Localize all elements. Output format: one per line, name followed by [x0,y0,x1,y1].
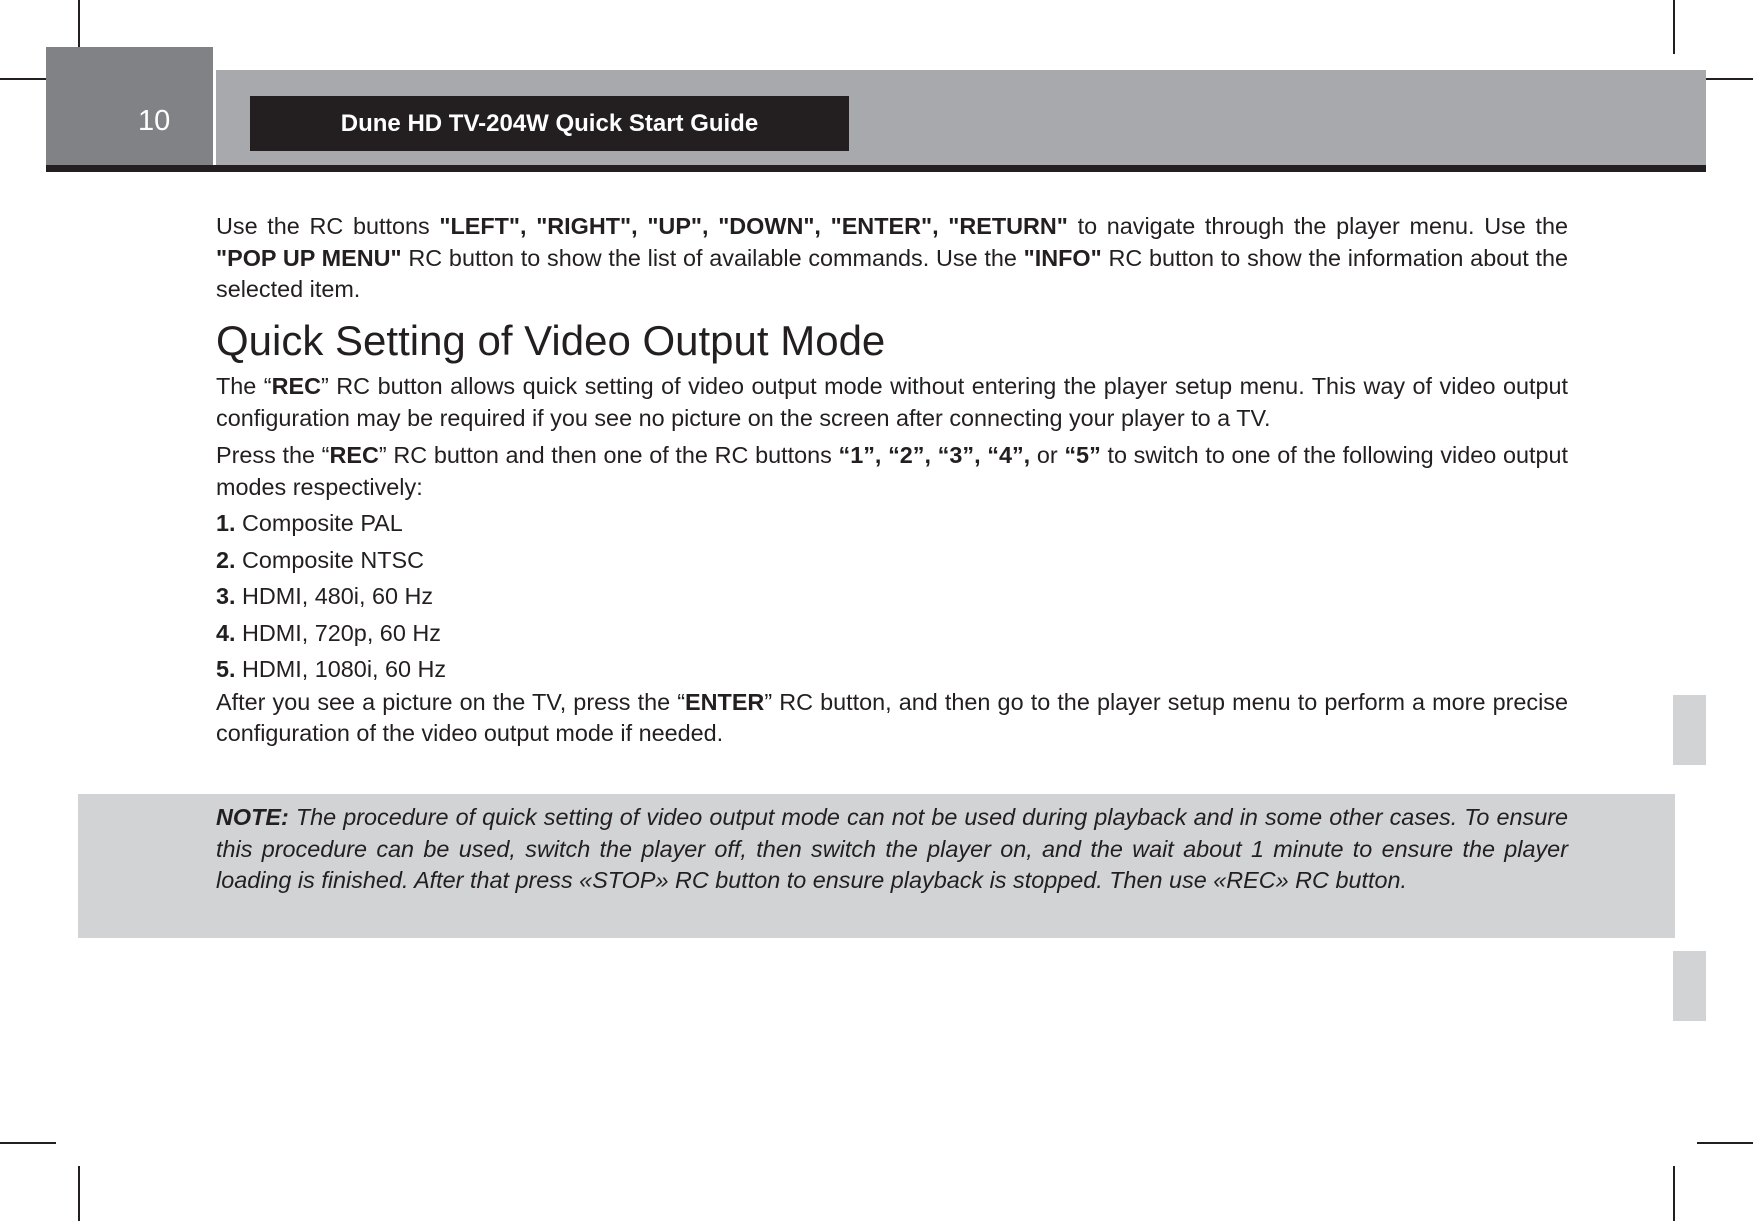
mode-number: 3. [216,583,236,609]
text-run: RC button to show the list of available commands. Use the [401,244,1024,271]
bold-run: ENTER [685,688,765,715]
mode-number: 1. [216,510,236,536]
bold-run: "LEFT", "RIGHT", "UP", "DOWN", "ENTER", "RETURN" [439,213,1068,239]
text-run: to switch to one of the following video output modes respectively: [216,442,1568,500]
page-number-box [46,47,216,165]
intro-block [216,211,1568,306]
mode-number: 5. [216,656,236,682]
text-run: ” RC button, and then go to the player setup menu to perform a more precise configuration of the video output mode if needed. [216,688,1568,746]
text-run: or [1030,442,1065,468]
text-run: to navigate through the player menu. Use the [1067,213,1568,239]
mode-label: Composite PAL [235,510,403,536]
bold-run: “1”, “2”, “3”, “4”, [838,442,1031,468]
rec-usage-paragraph [216,440,1568,503]
mode-number: 4. [216,619,236,646]
intro-paragraph [216,211,1568,306]
text-run: Use the RC buttons [216,213,440,239]
crop-mark [1697,1142,1753,1144]
crop-mark [1673,0,1675,54]
mode-list-item [216,545,1568,577]
text-run: ” RC button and then one of the RC buttons [378,442,839,468]
mode-number: 2. [216,546,236,573]
header-rule [46,165,1706,172]
rec-description-paragraph [216,371,1568,434]
mode-label: HDMI, 720p, 60 Hz [235,619,441,646]
side-thumb-tab [1673,695,1706,765]
section-heading-block [216,317,1568,364]
bold-run: "POP UP MENU" [216,244,402,271]
document-title: Dune HD TV-204W Quick Start Guide [250,96,849,151]
section-heading: Quick Setting of Video Output Mode [216,317,886,364]
crop-mark [78,0,80,54]
header-divider [213,47,216,165]
note-label: NOTE: [216,804,289,830]
mode-list-item [216,508,1568,540]
bold-run: “5” [1064,442,1101,468]
mode-label: HDMI, 1080i, 60 Hz [235,656,447,682]
side-thumb-tab [1673,951,1706,1021]
crop-mark [78,1166,80,1221]
text-run: ” RC button allows quick setting of video output mode without entering the player setup menu. This way of video output configuration may be required if you see no picture on the screen after connecting your player to a TV. [216,373,1569,431]
mode-label: Composite NTSC [235,546,424,573]
note-body: The procedure of quick setting of video output mode can not be used during playback and in some other cases. To ensure this procedure can be used, switch the player off, then switch the player on, and the wait about 1 minute to ensure the player loading is finished. After that press «STOP» RC button to ensure playback is stopped. Then use «REC» RC button. [216,804,1568,893]
mode-list [216,508,1568,686]
text-run: Press the “ [216,442,330,468]
page-number: 10 [138,105,171,137]
mode-list-item [216,618,1568,650]
bold-run: REC [329,442,379,468]
mode-list-item [216,654,1568,686]
crop-mark [0,1142,56,1144]
text-run: After you see a picture on the TV, press the “ [216,688,686,715]
bold-run: "INFO" [1023,244,1102,271]
mode-label: HDMI, 480i, 60 Hz [235,583,434,609]
crop-mark [1673,1166,1675,1221]
text-run: RC button to show the information about the selected item. [216,244,1568,302]
enter-paragraph [216,687,1568,750]
bold-run: REC [271,373,321,399]
mode-list-item [216,581,1568,613]
note-text [216,802,1568,897]
text-run: The “ [216,373,272,399]
section-body [216,371,1568,750]
